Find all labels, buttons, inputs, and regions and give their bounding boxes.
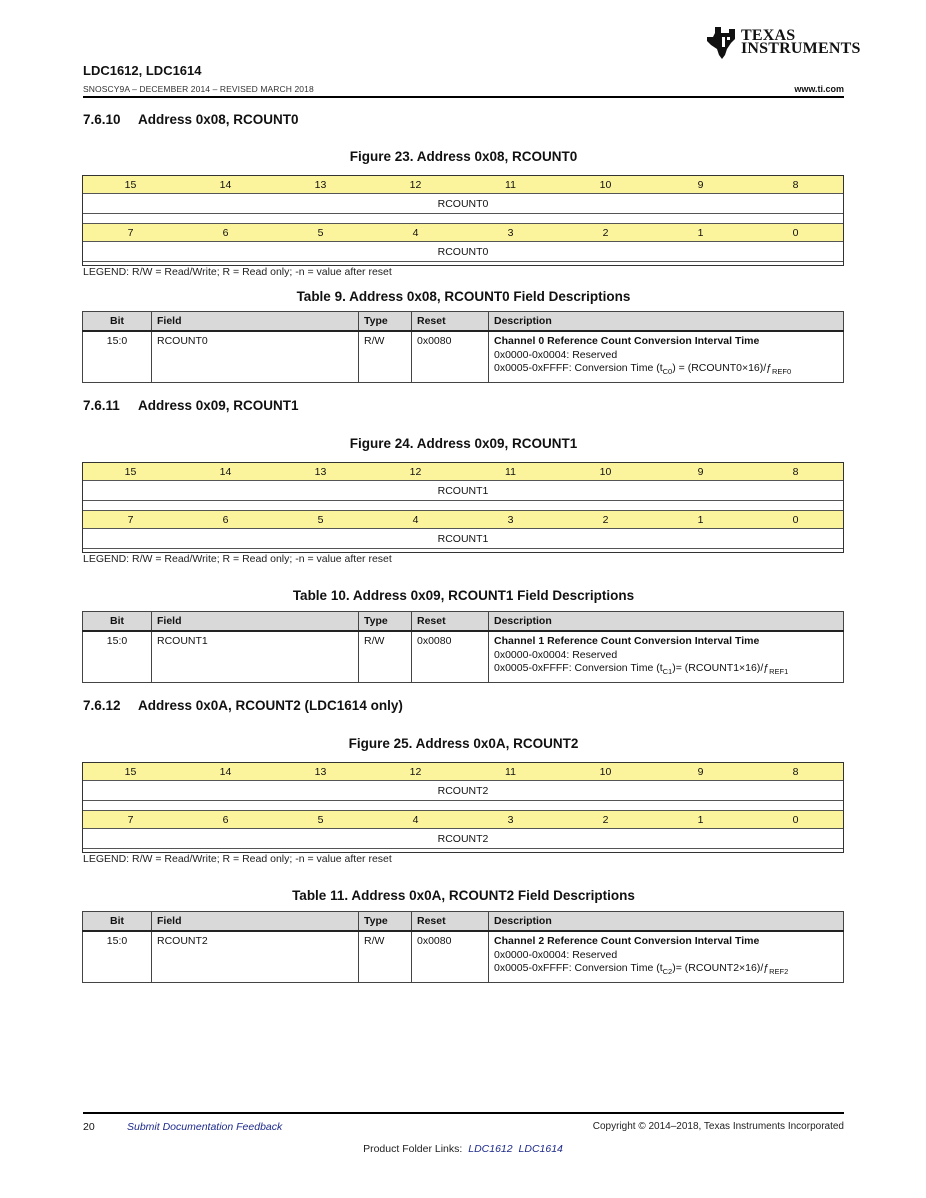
section-title: Address 0x08, RCOUNT0 [138, 112, 299, 127]
product-folder-label: Product Folder Links: [363, 1143, 463, 1155]
bit-label: 0 [792, 226, 799, 239]
bit-label: 14 [219, 765, 232, 778]
figure-title: Figure 25. Address 0x0A, RCOUNT2 [348, 736, 579, 751]
header-description: Description [489, 912, 844, 932]
table-header-row [83, 312, 844, 332]
doc-title: LDC1612, LDC1614 [83, 63, 202, 78]
register-legend: LEGEND: R/W = Read/Write; R = Read only; -n = value after reset [83, 266, 392, 278]
access-row-low [83, 549, 843, 552]
field-row-low [83, 529, 843, 549]
table-title: Table 10. Address 0x09, RCOUNT1 Field Descriptions [292, 588, 635, 603]
bit-label: 15 [124, 178, 137, 191]
product-link-ldc1614[interactable]: LDC1614 [518, 1143, 563, 1155]
description-formula [494, 362, 838, 379]
field-row-high [83, 194, 843, 214]
cell-bit: 15:0 [83, 931, 152, 982]
bit-label: 8 [792, 765, 799, 778]
access-row-low [83, 849, 843, 852]
cell-reset: 0x0080 [412, 331, 489, 382]
formula-prefix: 0x0005-0xFFFF: Conversion Time (t [494, 962, 663, 974]
description-title: Channel 2 Reference Count Conversion Interval Time [494, 935, 760, 947]
register-diagram [82, 462, 844, 553]
bit-label: 1 [697, 813, 704, 826]
bit-label: 2 [602, 513, 609, 526]
bit-label: 8 [792, 178, 799, 191]
bit-label: 9 [697, 178, 704, 191]
section-heading [83, 698, 403, 713]
doc-id-line: SNOSCY9A – DECEMBER 2014 – REVISED MARCH 2018 [83, 84, 314, 94]
bit-label: 13 [314, 465, 327, 478]
bit-row-low [83, 811, 843, 829]
table-header-row [83, 912, 844, 932]
register-diagram [82, 762, 844, 853]
cell-reset: 0x0080 [412, 931, 489, 982]
bit-label: 2 [602, 226, 609, 239]
product-link-ldc1612[interactable]: LDC1612 [468, 1143, 513, 1155]
bit-label: 11 [505, 465, 516, 478]
access-row-high [83, 801, 843, 811]
field-name: RCOUNT2 [437, 832, 489, 845]
cell-description [489, 331, 844, 382]
field-description-table [82, 911, 844, 983]
header-description: Description [489, 312, 844, 332]
cell-description [489, 931, 844, 982]
cell-description [489, 631, 844, 682]
header-type: Type [359, 912, 412, 932]
description-reserved: 0x0000-0x0004: Reserved [494, 948, 618, 961]
field-name: RCOUNT0 [437, 245, 489, 258]
description-reserved: 0x0000-0x0004: Reserved [494, 348, 618, 361]
footer-divider [83, 1112, 844, 1114]
bit-label: 5 [317, 513, 324, 526]
field-name: RCOUNT1 [437, 484, 489, 497]
cell-type: R/W [359, 931, 412, 982]
description-formula [494, 962, 838, 979]
copyright: Copyright © 2014–2018, Texas Instruments Incorporated [592, 1121, 844, 1132]
formula-sub-t: C0 [662, 367, 673, 377]
bit-label: 0 [792, 813, 799, 826]
field-row-low [83, 829, 843, 849]
formula-mid: ) = (RCOUNT0×16)/ƒ [672, 362, 773, 374]
table-header-row [83, 612, 844, 632]
field-description-table [82, 611, 844, 683]
bit-label: 4 [412, 226, 419, 239]
bit-label: 1 [697, 226, 704, 239]
formula-sub-f: REF1 [769, 667, 789, 677]
bit-label: 3 [507, 513, 514, 526]
table-title: Table 9. Address 0x08, RCOUNT0 Field Descriptions [296, 289, 631, 304]
register-diagram [82, 175, 844, 266]
ti-logo-icon [705, 25, 739, 61]
cell-field: RCOUNT2 [152, 931, 359, 982]
cell-reset: 0x0080 [412, 631, 489, 682]
bit-label: 1 [697, 513, 704, 526]
bit-row-high [83, 763, 843, 781]
bit-label: 6 [222, 813, 229, 826]
bit-label: 5 [317, 226, 324, 239]
bit-label: 9 [697, 765, 704, 778]
access-row-high [83, 214, 843, 224]
bit-row-high [83, 176, 843, 194]
section-title: Address 0x0A, RCOUNT2 (LDC1614 only) [138, 698, 403, 713]
bit-label: 7 [127, 513, 134, 526]
table-row [83, 331, 844, 382]
bit-label: 13 [314, 178, 327, 191]
bit-label: 10 [599, 465, 612, 478]
header-type: Type [359, 612, 412, 632]
header-bit: Bit [83, 312, 152, 332]
page-number: 20 [83, 1121, 95, 1133]
description-title: Channel 1 Reference Count Conversion Interval Time [494, 635, 760, 647]
bit-label: 11 [505, 178, 516, 191]
cell-bit: 15:0 [83, 331, 152, 382]
description-formula [494, 662, 838, 679]
bit-row-high [83, 463, 843, 481]
field-row-high [83, 481, 843, 501]
table-row [83, 931, 844, 982]
header-bit: Bit [83, 612, 152, 632]
logo-line1: TEXAS [741, 27, 796, 44]
formula-mid: )= (RCOUNT2×16)/ƒ [672, 962, 770, 974]
formula-sub-t: C1 [662, 667, 673, 677]
access-row-low [83, 262, 843, 265]
figure-title: Figure 24. Address 0x09, RCOUNT1 [349, 436, 578, 451]
bit-label: 5 [317, 813, 324, 826]
field-description-table [82, 311, 844, 383]
bit-label: 6 [222, 226, 229, 239]
table-row [83, 631, 844, 682]
bit-label: 6 [222, 513, 229, 526]
bit-label: 3 [507, 226, 514, 239]
bit-label: 7 [127, 813, 134, 826]
feedback-link[interactable]: Submit Documentation Feedback [127, 1121, 283, 1133]
bit-label: 12 [409, 178, 422, 191]
bit-label: 15 [124, 765, 137, 778]
bit-label: 14 [219, 465, 232, 478]
header-bit: Bit [83, 912, 152, 932]
field-name: RCOUNT0 [437, 197, 489, 210]
formula-prefix: 0x0005-0xFFFF: Conversion Time (t [494, 662, 663, 674]
header-divider [83, 96, 844, 98]
field-name: RCOUNT2 [437, 784, 489, 797]
section-number: 7.6.11 [83, 398, 120, 413]
bit-label: 10 [599, 178, 612, 191]
access-row-high [83, 501, 843, 511]
website-link[interactable]: www.ti.com [794, 84, 844, 94]
logo-line2: INSTRUMENTS [741, 40, 861, 57]
ti-logo [705, 25, 861, 65]
description-title: Channel 0 Reference Count Conversion Interval Time [494, 335, 760, 347]
bit-row-low [83, 511, 843, 529]
bit-label: 4 [412, 813, 419, 826]
header-field: Field [152, 912, 359, 932]
bit-label: 0 [792, 513, 799, 526]
formula-mid: )= (RCOUNT1×16)/ƒ [672, 662, 770, 674]
table-title: Table 11. Address 0x0A, RCOUNT2 Field Descriptions [292, 888, 635, 903]
header-reset: Reset [412, 912, 489, 932]
header-type: Type [359, 312, 412, 332]
cell-type: R/W [359, 331, 412, 382]
bit-label: 12 [409, 765, 422, 778]
header-reset: Reset [412, 312, 489, 332]
figure-title: Figure 23. Address 0x08, RCOUNT0 [349, 149, 578, 164]
description-reserved: 0x0000-0x0004: Reserved [494, 648, 618, 661]
register-legend: LEGEND: R/W = Read/Write; R = Read only; -n = value after reset [83, 553, 392, 565]
header-field: Field [152, 312, 359, 332]
section-heading [83, 112, 299, 127]
bit-label: 2 [602, 813, 609, 826]
bit-label: 15 [124, 465, 137, 478]
bit-row-low [83, 224, 843, 242]
bit-label: 9 [697, 465, 704, 478]
section-number: 7.6.12 [83, 698, 121, 713]
formula-sub-t: C2 [662, 967, 673, 977]
cell-type: R/W [359, 631, 412, 682]
bit-label: 4 [412, 513, 419, 526]
formula-sub-f: REF2 [769, 967, 789, 977]
formula-prefix: 0x0005-0xFFFF: Conversion Time (t [494, 362, 663, 374]
product-folder-links [0, 1143, 926, 1155]
bit-label: 10 [599, 765, 612, 778]
field-row-high [83, 781, 843, 801]
cell-field: RCOUNT1 [152, 631, 359, 682]
bit-label: 7 [127, 226, 134, 239]
bit-label: 13 [314, 765, 327, 778]
section-number: 7.6.10 [83, 112, 121, 127]
bit-label: 3 [507, 813, 514, 826]
cell-bit: 15:0 [83, 631, 152, 682]
bit-label: 11 [505, 765, 516, 778]
formula-sub-f: REF0 [772, 367, 792, 377]
bit-label: 14 [219, 178, 232, 191]
bit-label: 8 [792, 465, 799, 478]
field-row-low [83, 242, 843, 262]
section-heading [83, 398, 299, 413]
field-name: RCOUNT1 [437, 532, 489, 545]
header-reset: Reset [412, 612, 489, 632]
register-legend: LEGEND: R/W = Read/Write; R = Read only; -n = value after reset [83, 853, 392, 865]
cell-field: RCOUNT0 [152, 331, 359, 382]
bit-label: 12 [409, 465, 422, 478]
section-title: Address 0x09, RCOUNT1 [138, 398, 299, 413]
header-description: Description [489, 612, 844, 632]
header-field: Field [152, 612, 359, 632]
